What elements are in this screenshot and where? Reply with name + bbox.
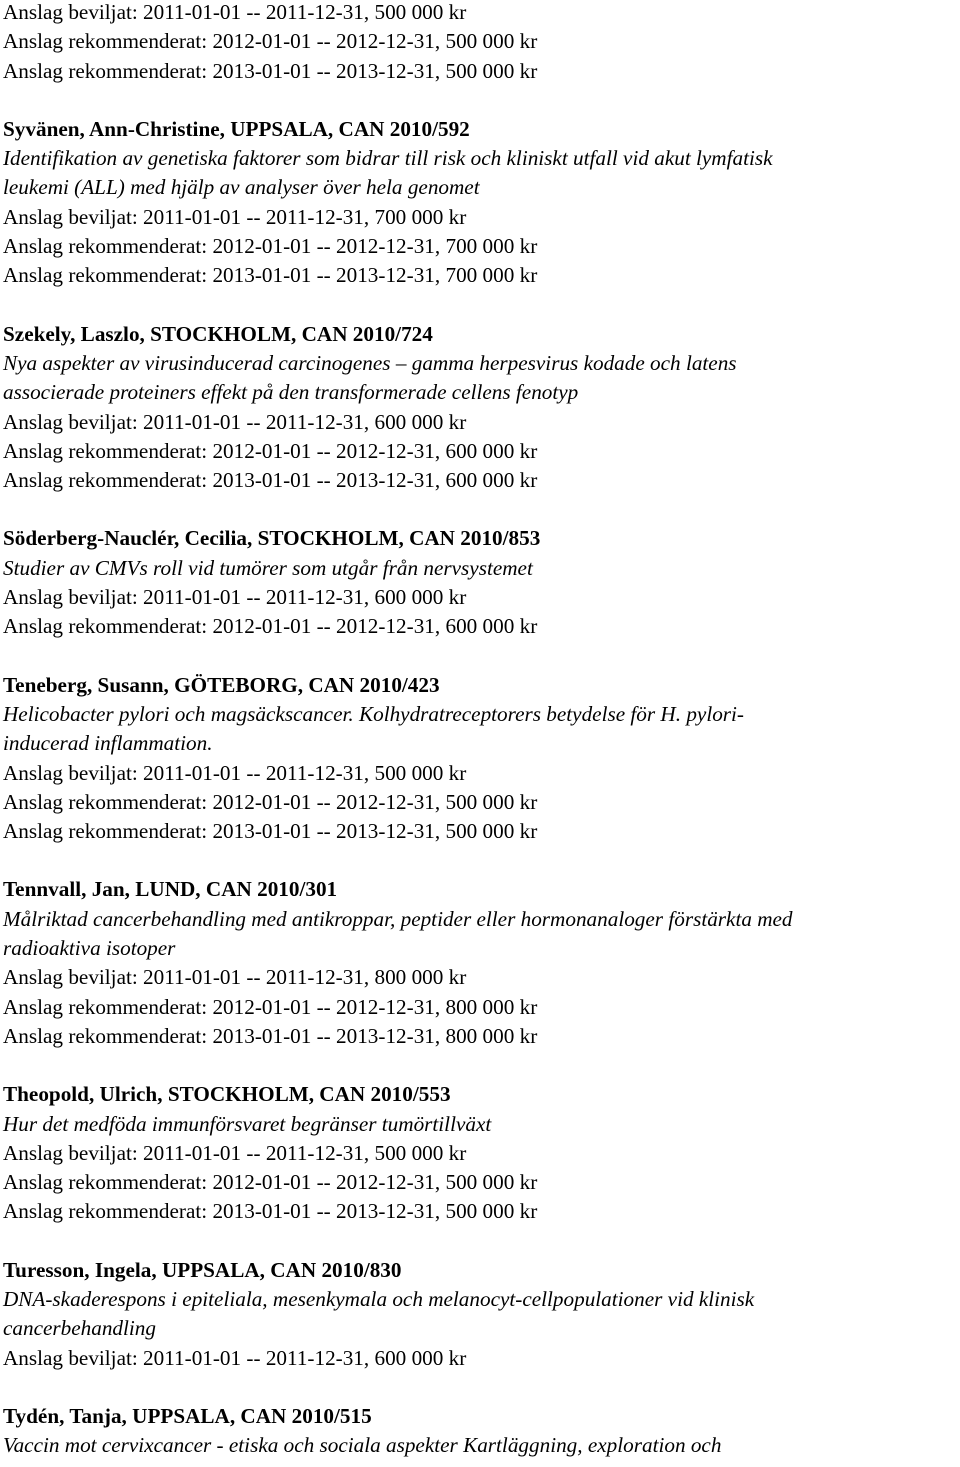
allocation-line: Anslag beviljat: 2011-01-01 -- 2011-12-31, 600 000 kr <box>3 1345 467 1370</box>
grant-entry <box>3 671 958 847</box>
grant-title-line: Hur det medföda immunförsvaret begränser tumörtillväxt <box>3 1111 492 1136</box>
allocation-line: Anslag rekommenderat: 2012-01-01 -- 2012-12-31, 500 000 kr <box>3 29 538 54</box>
allocation-line: Anslag rekommenderat: 2013-01-01 -- 2013-12-31, 800 000 kr <box>3 1023 538 1048</box>
grant-title-line: Identifikation av genetiska faktorer som bidrar till risk och kliniskt utfall vid akut lymfatisk <box>3 146 773 171</box>
allocation-line: Anslag beviljat: 2011-01-01 -- 2011-12-31, 500 000 kr <box>3 760 467 785</box>
grant-entry <box>3 320 958 496</box>
grant-title-line: DNA-skaderespons i epiteliala, mesenkymala och melanocyt-cellpopulationer vid klinisk <box>3 1286 755 1311</box>
grant-heading: Turesson, Ingela, UPPSALA, CAN 2010/830 <box>3 1257 402 1282</box>
grant-heading: Theopold, Ulrich, STOCKHOLM, CAN 2010/553 <box>3 1082 451 1107</box>
grant-title-line: inducerad inflammation. <box>3 731 213 756</box>
grant-document <box>3 0 958 1460</box>
grant-title-line: cancerbehandling <box>3 1316 156 1341</box>
grant-heading: Syvänen, Ann-Christine, UPPSALA, CAN 2010/592 <box>3 116 470 141</box>
allocation-line: Anslag rekommenderat: 2013-01-01 -- 2013-12-31, 500 000 kr <box>3 58 538 83</box>
grant-title-line: Målriktad cancerbehandling med antikroppar, peptider eller hormonanaloger förstärkta med <box>3 906 793 931</box>
allocation-line: Anslag rekommenderat: 2013-01-01 -- 2013-12-31, 500 000 kr <box>3 1199 538 1224</box>
allocation-line: Anslag rekommenderat: 2013-01-01 -- 2013-12-31, 500 000 kr <box>3 819 538 844</box>
allocation-line: Anslag rekommenderat: 2013-01-01 -- 2013-12-31, 700 000 kr <box>3 263 538 288</box>
allocation-line: Anslag beviljat: 2011-01-01 -- 2011-12-31, 600 000 kr <box>3 409 467 434</box>
allocation-line: Anslag rekommenderat: 2013-01-01 -- 2013-12-31, 600 000 kr <box>3 468 538 493</box>
grant-title-line: Vaccin mot cervixcancer - etiska och sociala aspekter Kartläggning, exploration och <box>3 1433 722 1458</box>
grant-heading: Teneberg, Susann, GÖTEBORG, CAN 2010/423 <box>3 672 440 697</box>
grant-entry <box>3 875 958 1051</box>
allocation-line: Anslag beviljat: 2011-01-01 -- 2011-12-31, 500 000 kr <box>3 0 467 24</box>
grant-heading: Söderberg-Nauclér, Cecilia, STOCKHOLM, CAN 2010/853 <box>3 526 541 551</box>
allocation-line: Anslag beviljat: 2011-01-01 -- 2011-12-31, 700 000 kr <box>3 204 467 229</box>
grant-title-line: Nya aspekter av virusinducerad carcinogenes – gamma herpesvirus kodade och latens <box>3 350 737 375</box>
grant-heading: Szekely, Laszlo, STOCKHOLM, CAN 2010/724 <box>3 321 433 346</box>
allocation-line: Anslag rekommenderat: 2012-01-01 -- 2012-12-31, 700 000 kr <box>3 234 538 259</box>
allocation-line: Anslag rekommenderat: 2012-01-01 -- 2012-12-31, 600 000 kr <box>3 614 538 639</box>
grant-heading: Tydén, Tanja, UPPSALA, CAN 2010/515 <box>3 1403 372 1428</box>
allocation-line: Anslag rekommenderat: 2012-01-01 -- 2012-12-31, 800 000 kr <box>3 994 538 1019</box>
allocation-line: Anslag rekommenderat: 2012-01-01 -- 2012-12-31, 500 000 kr <box>3 789 538 814</box>
allocation-line: Anslag beviljat: 2011-01-01 -- 2011-12-31, 500 000 kr <box>3 1140 467 1165</box>
allocation-line: Anslag beviljat: 2011-01-01 -- 2011-12-31, 600 000 kr <box>3 585 467 610</box>
grant-title-line: leukemi (ALL) med hjälp av analyser över hela genomet <box>3 175 480 200</box>
grant-entry <box>3 1080 958 1226</box>
grant-title-line: radioaktiva isotoper <box>3 936 176 961</box>
grant-title-line: associerade proteiners effekt på den transformerade cellens fenotyp <box>3 380 579 405</box>
grant-title-line: Studier av CMVs roll vid tumörer som utgår från nervsystemet <box>3 555 533 580</box>
grant-entry <box>3 1256 958 1373</box>
grant-title-line: Helicobacter pylori och magsäckscancer. Kolhydratreceptorers betydelse för H. pylori- <box>3 701 744 726</box>
grant-entry <box>3 115 958 291</box>
grant-entry <box>3 1402 958 1461</box>
allocation-line: Anslag rekommenderat: 2012-01-01 -- 2012-12-31, 500 000 kr <box>3 1170 538 1195</box>
grant-entry-continued <box>3 0 958 86</box>
allocation-line: Anslag rekommenderat: 2012-01-01 -- 2012-12-31, 600 000 kr <box>3 438 538 463</box>
grant-heading: Tennvall, Jan, LUND, CAN 2010/301 <box>3 877 338 902</box>
grant-entry <box>3 524 958 641</box>
allocation-line: Anslag beviljat: 2011-01-01 -- 2011-12-31, 800 000 kr <box>3 965 467 990</box>
